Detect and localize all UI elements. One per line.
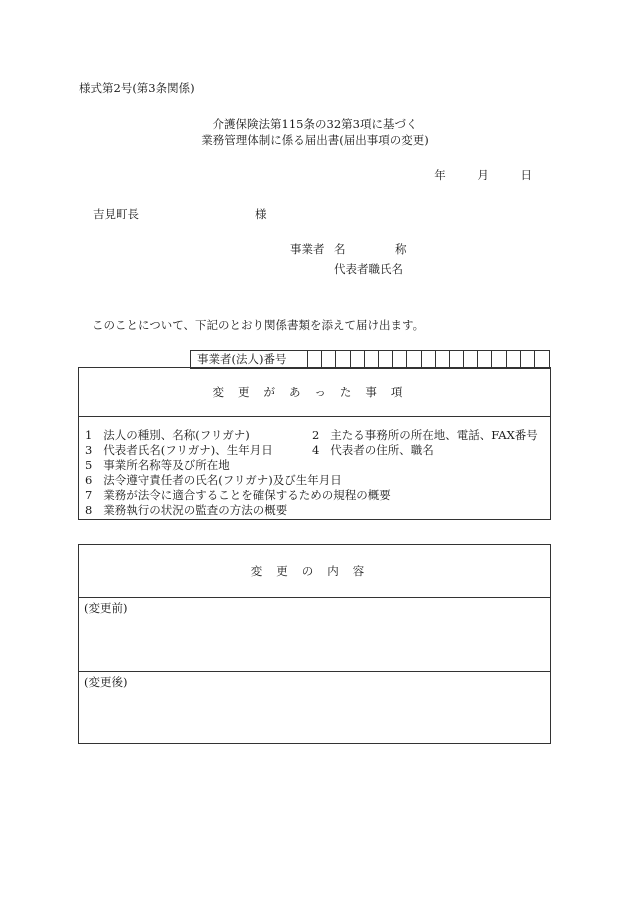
list-item[interactable]: 2 主たる事務所の所在地、電話、FAX番号 [312,428,538,442]
business-number-cell[interactable] [422,351,436,368]
change-before-label: (変更前) [84,601,128,615]
business-number-cell[interactable] [478,351,492,368]
business-number-cell[interactable] [507,351,521,368]
date-fields [434,167,532,183]
change-content-table [78,544,551,744]
business-number-cell[interactable] [521,351,535,368]
business-number-cell[interactable] [464,351,478,368]
business-number-cell[interactable] [322,351,336,368]
business-number-cell[interactable] [492,351,506,368]
recipient-name: 吉見町長 [93,207,139,221]
title-line-2: 業務管理体制に係る届出書(届出事項の変更) [201,133,429,147]
date-year: 年 [434,168,446,182]
business-number-cell[interactable] [336,351,350,368]
title-line-1: 介護保険法第115条の32第3項に基づく [212,117,418,131]
changed-items-header: 変更があった事項 [79,368,550,417]
business-number-cell[interactable] [308,351,322,368]
applicant-name-label-2: 称 [395,242,407,256]
change-before-area[interactable] [79,598,550,672]
business-number-cell[interactable] [365,351,379,368]
change-after-label: (変更後) [84,675,128,689]
change-content-header: 変更の内容 [79,545,550,598]
changed-items-table [78,367,551,520]
date-month: 月 [477,168,489,182]
intro-text: このことについて、下記のとおり関係書類を添えて届け出ます。 [92,318,425,332]
business-number-cell[interactable] [379,351,393,368]
business-number-cell[interactable] [535,351,549,368]
list-item[interactable]: 5 事業所名称等及び所在地 [85,458,230,472]
applicant-label: 事業者 [290,242,325,256]
business-number-cell[interactable] [436,351,450,368]
form-id: 様式第2号(第3条関係) [79,81,195,95]
list-item[interactable]: 4 代表者の住所、職名 [312,443,434,457]
business-number-label: 事業者(法人)番号 [191,351,308,368]
business-number-cell[interactable] [450,351,464,368]
list-item[interactable]: 8 業務執行の状況の監査の方法の概要 [85,503,288,517]
business-number-cell[interactable] [393,351,407,368]
business-number-cell[interactable] [407,351,421,368]
date-day: 日 [520,168,532,182]
recipient-honorific: 様 [255,207,267,221]
list-item[interactable]: 7 業務が法令に適合することを確保するための規程の概要 [85,488,391,502]
list-item[interactable]: 3 代表者氏名(フリガナ)、生年月日 [85,443,273,457]
applicant-name-label-1: 名 [334,242,346,256]
list-item[interactable]: 1 法人の種別、名称(フリガナ) [85,428,250,442]
list-item[interactable]: 6 法令遵守責任者の氏名(フリガナ)及び生年月日 [85,473,342,487]
business-number-cell[interactable] [351,351,365,368]
representative-label: 代表者職氏名 [334,262,403,276]
